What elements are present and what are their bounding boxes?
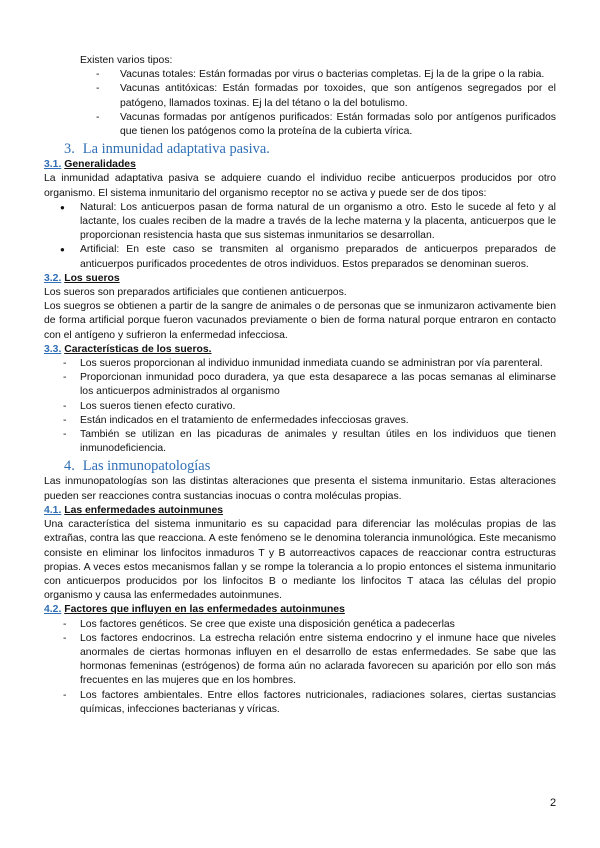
list-item: ● Artificial: En este caso se transmiten al organismo preparados de anticuerpos preparados de anticuerpos purificados procedentes de otros individuos. Estos preparados se denominan sueros. <box>54 243 556 271</box>
subsection-title: Las enfermedades autoinmunes <box>64 504 224 516</box>
paragraph: Los suegros se obtienen a partir de la sangre de animales o de personas que se inmunizaron activamente bien de forma artificial porque fueron vacunados previamente o bien de forma natural porque entraron en contacto con el antígeno y sufrieron la enfermedad infecciosa. <box>44 301 556 341</box>
serum-characteristics-list <box>60 357 556 456</box>
list-item: - Vacunas formadas por antígenos purificados: Están formadas solo por antígenos purificados que tienen los patógenos como la proteína de la cubierta vírica. <box>96 111 556 139</box>
page-number: 2 <box>550 797 557 809</box>
paragraph: Los sueros son preparados artificiales que contienen anticuerpos. <box>44 287 347 299</box>
immunity-types-list <box>54 201 556 272</box>
list-item: - Los sueros proporcionan al individuo inmunidad inmediata cuando se administran por vía parenteral. <box>60 357 556 371</box>
section-4-heading <box>64 458 556 475</box>
subsection-number: 4.2. <box>44 604 62 616</box>
section-title: La inmunidad adaptativa pasiva. <box>82 141 270 158</box>
list-item: - Proporcionan inmunidad poco duradera, ya que esta desaparece a las pocas semanas al eliminarse los anticuerpos administrados al organismo <box>60 371 556 399</box>
subsection-4-1-heading <box>44 504 556 518</box>
subsection-number: 4.1. <box>44 504 62 516</box>
vaccine-types-list <box>96 68 556 139</box>
subsection-3-1-heading <box>44 158 556 172</box>
list-item: - Los factores endocrinos. La estrecha relación entre sistema endocrino y el inmune hace que niveles anormales de ciertas hormonas influyen en el desarrollo de estas enfermedades. Se sabe que las hormonas femeninas (estrógenos) de forma aún no aclarada favorecen su aparición por ello son más frecuentes en las mujeres que en los hombres. <box>60 632 556 689</box>
section-title: Las inmunopatologías <box>82 458 211 475</box>
subsection-title: Características de los sueros. <box>64 343 212 355</box>
paragraph: Las inmunopatologías son las distintas alteraciones que presenta el sistema inmunitario. Estas alteraciones pueden ser reacciones contra sustancias inocuas o contra moléculas propias. <box>44 476 556 502</box>
list-item: - Los factores genéticos. Se cree que existe una disposición genética a padecerlas <box>60 618 556 632</box>
paragraph: La inmunidad adaptativa pasiva se adquiere cuando el individuo recibe anticuerpos producidos por otro organismo. El sistema inmunitario del organismo receptor no se activa y puede ser de dos tipos: <box>44 173 556 199</box>
subsection-number: 3.2. <box>44 272 62 284</box>
autoimmune-factors-list <box>60 618 556 717</box>
subsection-title: Factores que influyen en las enfermedades autoinmunes <box>64 604 345 616</box>
intro-text: Existen varios tipos: <box>80 55 173 66</box>
subsection-4-2-heading <box>44 603 556 617</box>
list-item: ● Natural: Los anticuerpos pasan de forma natural de un organismo a otro. Esto le sucede al feto y al lactante, los cuales reciben de la madre a través de la leche materna y la placenta, anticuerpos que le proporcionan resistencia hasta que sus sistemas inmunitarios se desarrollan. <box>54 201 556 244</box>
subsection-title: Generalidades <box>64 159 136 171</box>
subsection-3-3-heading <box>44 343 556 357</box>
section-3-heading <box>64 141 556 158</box>
list-item: - Están indicados en el tratamiento de enfermedades infecciosas graves. <box>60 414 556 428</box>
paragraph: Una característica del sistema inmunitario es su capacidad para diferenciar las moléculas propias de las extrañas, contra las que reacciona. A este fenómeno se le denomina tolerancia inmunológica. Este mecanismo consiste en eliminar los linfocitos inmaduros T y B autorreactivos capaces de reaccionar contra estructuras propias. A veces estos mecanismos fallan y se rompe la tolerancia a lo propio entonces el sistema inmunitario con anticuerpos producidos por los linfocitos B o mediante los linfocitos T ataca las células del propio organismo y causa las enfermedades autoinmunes. <box>44 519 556 602</box>
list-item: - Los factores ambientales. Entre ellos factores nutricionales, radiaciones solares, ciertas sustancias químicas, infecciones bacterianas y víricas. <box>60 689 556 717</box>
subsection-number: 3.3. <box>44 343 62 355</box>
subsection-title: Los sueros <box>64 272 120 284</box>
subsection-3-2-heading <box>44 272 556 286</box>
list-item: - Los sueros tienen efecto curativo. <box>60 400 556 414</box>
section-number: 3. <box>64 141 75 158</box>
section-number: 4. <box>64 458 75 475</box>
subsection-number: 3.1. <box>44 159 62 171</box>
list-item: - Vacunas antitóxicas: Están formadas por toxoides, que son antígenos segregados por el patógeno, llamados toxinas. Ej la del tétano o la del botulismo. <box>96 82 556 110</box>
list-item: - También se utilizan en las picaduras de animales y resultan útiles en los individuos que tienen inmunodeficiencia. <box>60 428 556 456</box>
list-item: - Vacunas totales: Están formadas por virus o bacterias completas. Ej la de la gripe o la rabia. <box>96 68 556 82</box>
document-page <box>44 54 556 717</box>
